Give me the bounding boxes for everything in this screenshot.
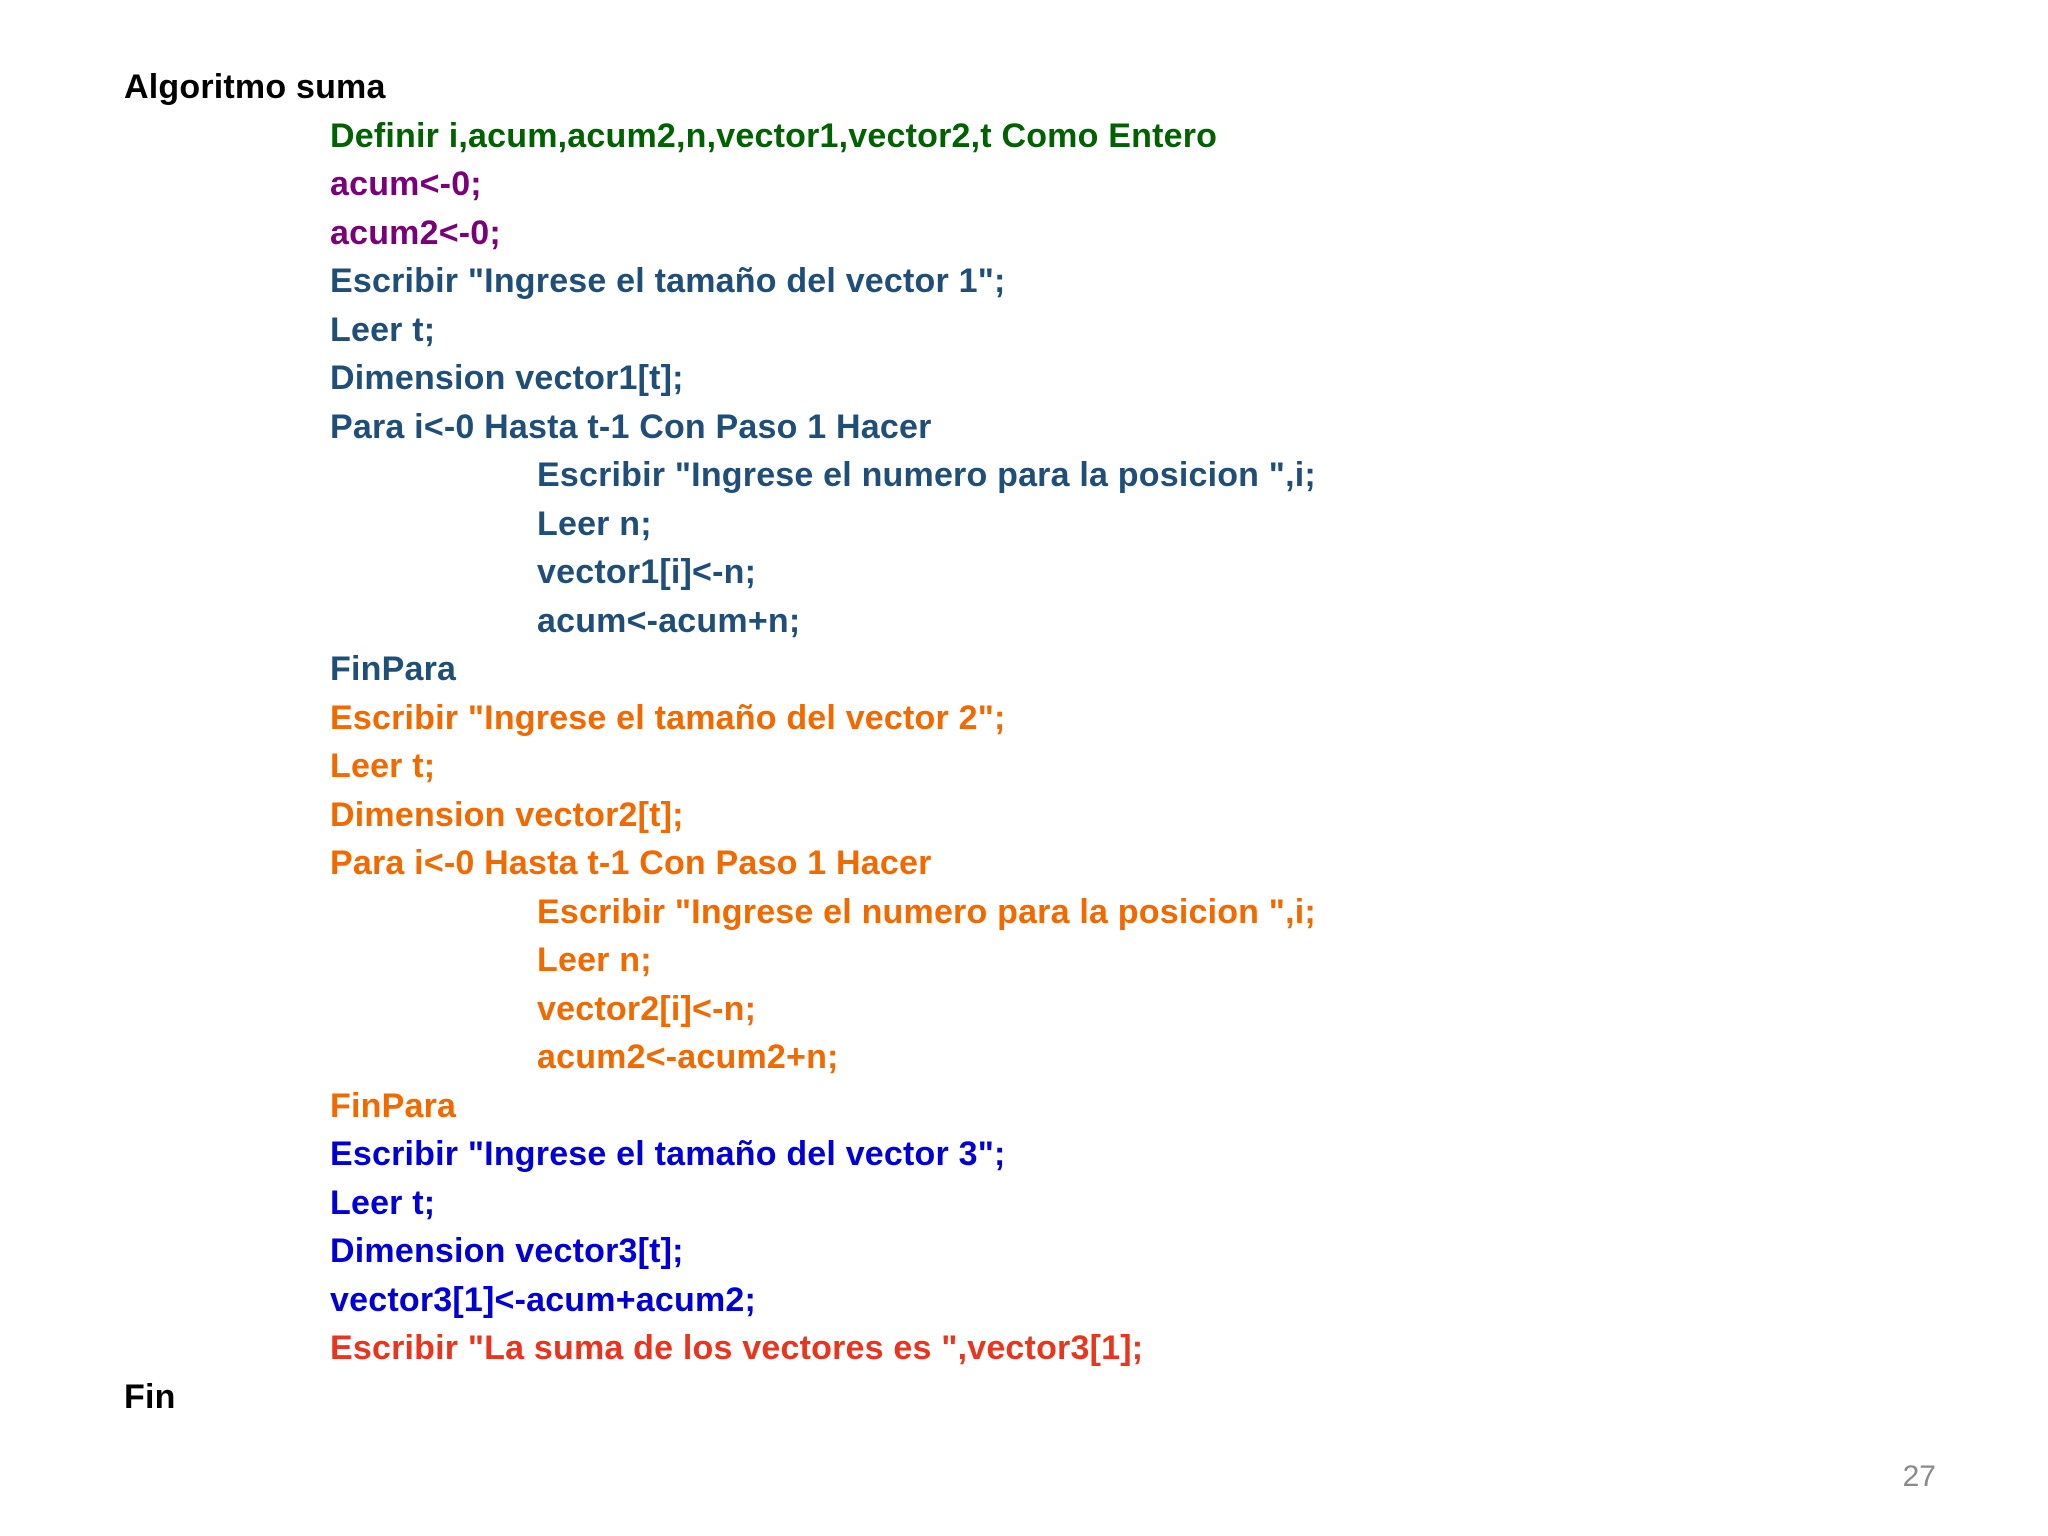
code-line-dimension-vector2: Dimension vector2[t]; (330, 795, 684, 834)
code-line-para-1: Para i<-0 Hasta t-1 Con Paso 1 Hacer (330, 407, 932, 446)
code-line-init-acum: acum<-0; (330, 165, 482, 203)
code-line-leer-t-3: Leer t; (330, 1183, 436, 1222)
code-line-assign-vector3: vector3[1]<-acum+acum2; (330, 1280, 757, 1319)
code-line-algoritmo: Algoritmo suma (124, 68, 386, 106)
code-line-dimension-vector3: Dimension vector3[t]; (330, 1232, 684, 1270)
code-line-acum-sum: acum<-acum+n; (537, 601, 801, 640)
code-line-finpara-2: FinPara (330, 1086, 457, 1125)
code-line-leer-t-2: Leer t; (330, 747, 436, 785)
code-line-escribir-posicion-2: Escribir "Ingrese el numero para la posicion ",i; (537, 892, 1316, 931)
page-number: 27 (1902, 1460, 1936, 1493)
code-line-assign-vector1: vector1[i]<-n; (537, 553, 757, 591)
code-line-definir: Definir i,acum,acum2,n,vector1,vector2,t Como Entero (330, 116, 1218, 155)
code-line-leer-t-1: Leer t; (330, 310, 436, 349)
code-line-finpara-1: FinPara (330, 650, 457, 688)
code-line-escribir-size-1: Escribir "Ingrese el tamaño del vector 1"; (330, 262, 1006, 300)
code-line-dimension-vector1: Dimension vector1[t]; (330, 359, 684, 397)
code-line-init-acum2: acum2<-0; (330, 213, 501, 252)
code-line-para-2: Para i<-0 Hasta t-1 Con Paso 1 Hacer (330, 844, 932, 882)
code-line-fin: Fin (124, 1377, 176, 1416)
code-line-escribir-size-2: Escribir "Ingrese el tamaño del vector 2"; (330, 698, 1006, 737)
code-line-acum2-sum: acum2<-acum2+n; (537, 1038, 839, 1076)
pseudocode-listing (124, 63, 1316, 1421)
code-line-leer-n-2: Leer n; (537, 941, 652, 979)
code-line-assign-vector2: vector2[i]<-n; (537, 989, 757, 1028)
code-line-leer-n-1: Leer n; (537, 504, 652, 543)
code-line-escribir-resultado: Escribir "La suma de los vectores es ",vector3[1]; (330, 1329, 1144, 1367)
code-line-escribir-posicion-1: Escribir "Ingrese el numero para la posicion ",i; (537, 456, 1316, 494)
code-line-escribir-size-3: Escribir "Ingrese el tamaño del vector 3"; (330, 1135, 1006, 1173)
